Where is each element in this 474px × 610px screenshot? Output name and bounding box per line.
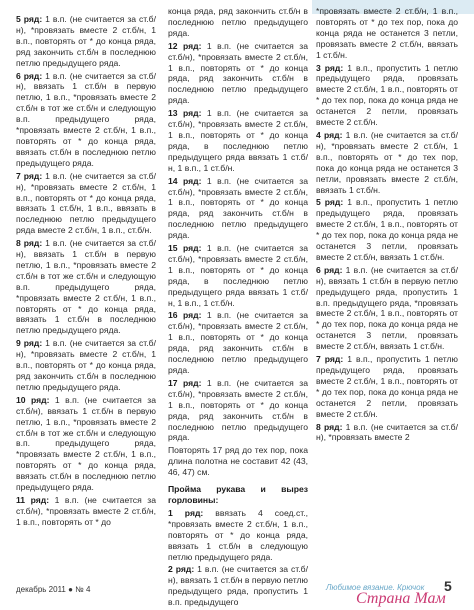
row-text: 1 в.п. (не считается за ст.б/н), *провязать вместе 2 ст.б/н, 1 в.п., повторять от * до конца ряда, ряд закончить ст.б/н в последнюю петлю предыдущего ряда. [168, 175, 308, 241]
row-instruction [316, 422, 458, 444]
row-text: 1 в.п. (не считается за ст.б/н), ввязать 1 ст.б/н в первую петлю предыдущего ряда, пропустить 1 в.п. предыдущего [168, 564, 308, 608]
row-label: 2 ряд: [168, 564, 195, 575]
row-text: 1 в.п. (не считается за ст.б/н), *провязать вместе 2 ст.б/н, 1 в.п., повторять от * до конца ряда, ряд закончить ст.б/н в последнюю петлю предыдущего ряда. [168, 377, 308, 443]
row-instruction [316, 354, 458, 419]
row-text: 1 в.п. (не считается за ст.б/н), *провязать вместе 2 ст.б/н, 1 в.п., повторять от * до конца ряда, ряд закончить ст.б/н в последнюю петлю предыдущего ряда. [168, 310, 308, 375]
row-label: 6 ряд: [316, 264, 343, 275]
row-text: 1 в.п. (не считается за ст.б/н), ввязать 1 ст.б/н в первую петлю, 1 в.п., *провязать вместе 2 ст.б/н в тот же ст.б/н и следующую в.п. предыдущего ряда, *провязать вместе 2 ст.б/н, 1 в.п., повторять от * до конца ряда, ввязать ст.б/н в последнюю петлю предыдущего ряда. [16, 394, 156, 493]
row-text: 1 в.п. (не считается за ст.б/н), *провязать вместе 2 [316, 421, 458, 443]
row-label: 4 ряд: [316, 129, 343, 140]
section-heading: Пройма рукава и вырез горловины: [168, 484, 308, 505]
row-text: конца ряда, ряд закончить ст.б/н в последнюю петлю предыдущего ряда. [168, 6, 308, 38]
row-label: 13 ряд: [168, 108, 202, 119]
row-text: ввязать 4 соед.ст., *провязать вместе 2 ст.б/н, 1 в.п., повторять от * до конца ряда, ввязать 1 ст.б/н в следующую петлю предыдущего ряда. [168, 507, 308, 562]
row-label: 11 ряд: [16, 494, 50, 505]
row-text: 1 в.п. (не считается за ст.б/н), ввязать 1 ст.б/н в первую петлю, 1 в.п., *провязать вместе 2 ст.б/н в тот же ст.б/н и следующую в.п. предыдущего ряда, *провязать вместе 2 ст.б/н, 1 в.п., повторять от * до конца ряда, ввязать ст.б/н в последнюю петлю предыдущего ряда. [16, 70, 156, 168]
repeat-instruction: Повторять 17 ряд до тех пор, пока длина полотна не составит 42 (43, 46, 47) см. [168, 445, 308, 478]
row-label: 3 ряд: [316, 62, 344, 73]
row-instruction [316, 6, 458, 61]
row-text: 1 в.п. (не считается за ст.б/н), *провязать вместе 2 ст.б/н, 1 в.п., повторять от * до конца ряда, ряд закончить ст.б/н в последнюю петлю предыдущего ряда. [16, 338, 156, 392]
row-instruction [168, 176, 308, 241]
row-label: 15 ряд: [168, 243, 202, 254]
row-text: 1 в.п., пропустить 1 петлю предыдущего ряда, провязать вместе 2 ст.б/н, 1 в.п., повторять от * до тех пор, пока до конца ряда не останется 2 петли, провязать вместе 2 ст.б/н. [316, 354, 459, 419]
row-instruction [16, 71, 156, 169]
issue-date: декабрь 2011 ● № 4 [16, 585, 91, 594]
text-column-3 [316, 6, 458, 445]
row-label: 9 ряд: [16, 338, 43, 349]
row-text: 1 в.п. (не считается за ст.б/н), *провязать вместе 2 ст.б/н, 1 в.п., повторять от * до конца ряда, ряд закончить ст.б/н в последнюю петлю предыдущего ряда. [16, 14, 156, 68]
row-text: 1 в.п. (не считается за ст.б/н), ввязать 1 ст.б/н в первую петлю предыдущего ряда, пропустить 1 в.п. предыдущего ряда, *провязать вместе 2 ст.б/н, 1 в.п., повторять от * до тех пор, пока до конца ряда не останется 3 петли, провязать вместе 2 ст.б/н, ввязать 1 ст.б/н. [316, 264, 458, 352]
row-label: 8 ряд: [316, 421, 343, 432]
row-instruction [168, 6, 308, 39]
row-instruction [16, 495, 156, 528]
row-label: 16 ряд: [168, 310, 202, 321]
row-label: 12 ряд: [168, 40, 202, 51]
row-instruction [16, 238, 156, 336]
row-text: 1 в.п. (не считается за ст.б/н), *провязать вместе 2 ст.б/н, 1 в.п., повторять от * до конца ряда, ввязать 1 ст.б/н, 1 в.п., ввязать в последнюю петлю предыдущего ряда вместе 2 ст.б/н, 1 в.п., ст.б/н. [16, 170, 156, 236]
row-instruction [168, 564, 308, 608]
row-text: 1 в.п., пропустить 1 петлю предыдущего ряда, провязать вместе 2 ст.б/н, 1 в.п., повторять от * до тех пор, пока до конца ряда не останется 2 петли, провязать вместе 2 ст.б/н. [316, 62, 459, 128]
row-text: 1 в.п. (не считается за ст.б/н), *провязать вместе 2 ст.б/н, 1 в.п., повторять от * до [16, 494, 156, 527]
row-instruction [16, 395, 156, 493]
row-text: *провязать вместе 2 ст.б/н, 1 в.п., повторять от * до тех пор, пока до конца ряда не останется 3 петли, провязать вместе 2 ст.б/н, ввязать 1 ст.б/н. [316, 6, 458, 60]
row-instruction [316, 197, 458, 262]
row-instruction [168, 108, 308, 173]
row-label: 7 ряд: [16, 170, 43, 181]
row-instruction [316, 63, 458, 128]
row-label: 17 ряд: [168, 377, 202, 388]
row-label: 10 ряд: [16, 394, 50, 405]
row-label: 6 ряд: [16, 70, 43, 81]
row-label: 5 ряд: [316, 197, 344, 208]
row-label: 8 ряд: [16, 238, 43, 249]
row-label: 1 ряд: [168, 507, 204, 518]
magazine-title: Любимое вязание. Крючок [326, 583, 425, 592]
row-label: 5 ряд: [16, 14, 43, 24]
row-instruction [16, 14, 156, 69]
row-text: 1 в.п. (не считается за ст.б/н), *провязать вместе 2 ст.б/н, 1 в.п., повторять от * до конца ряда, ряд закончить ст.б/н в последнюю петлю предыдущего ряда. [168, 40, 308, 106]
row-instruction [316, 130, 458, 195]
row-instruction [168, 41, 308, 106]
row-text: 1 в.п. (не считается за ст.б/н), *провязать вместе 2 ст.б/н, 1 в.п., повторять от * до тех пор, пока до конца ряда не останется 3 петли, провязать вместе 2 ст.б/н, ввязать 1 ст.б/н. [316, 129, 458, 195]
row-instruction [168, 243, 308, 308]
row-instruction [168, 310, 308, 375]
row-text: 1 в.п. (не считается за ст.б/н), *провязать вместе 2 ст.б/н, 1 в.п., повторять от * до конца ряда, в последнюю петлю предыдущего ряда ввязать 1 ст.б/н, 1 в.п., 1 ст.б/н. [168, 243, 308, 308]
row-label: 7 ряд: [316, 354, 344, 365]
row-instruction [168, 508, 308, 563]
watermark-logo: Страна Мам [356, 590, 446, 607]
page-number: 5 [444, 578, 452, 594]
row-instruction [16, 171, 156, 236]
row-label: 14 ряд: [168, 175, 202, 186]
row-text: 1 в.п. (не считается за ст.б/н), ввязать 1 ст.б/н в первую петлю, 1 в.п., *провязать вместе 2 ст.б/н в тот же ст.б/н и следующую в.п. предыдущего ряда, *провязать вместе 2 ст.б/н, 1 в.п., повторять от * до конца ряда, ввязать 1 ст.б/н в последнюю петлю предыдущего ряда. [16, 238, 156, 336]
row-text: 1 в.п. (не считается за ст.б/н), *провязать вместе 2 ст.б/н, 1 в.п., повторять от * до конца ряда, в последнюю петлю предыдущего ряда ввязать 1 ст.б/н, 1 в.п., 1 ст.б/н. [168, 108, 308, 173]
text-column-1 [16, 14, 156, 530]
row-instruction [16, 338, 156, 393]
row-instruction [316, 265, 458, 352]
row-instruction [168, 378, 308, 443]
text-column-2 [168, 6, 308, 610]
row-text: 1 в.п., пропустить 1 петлю предыдущего ряда, провязать вместе 2 ст.б/н, 1 в.п., повторять от * до тех пор, пока до конца ряда не останется 3 петли, провязать вместе 2 ст.б/н, ввязать 1 ст.б/н. [316, 197, 459, 262]
